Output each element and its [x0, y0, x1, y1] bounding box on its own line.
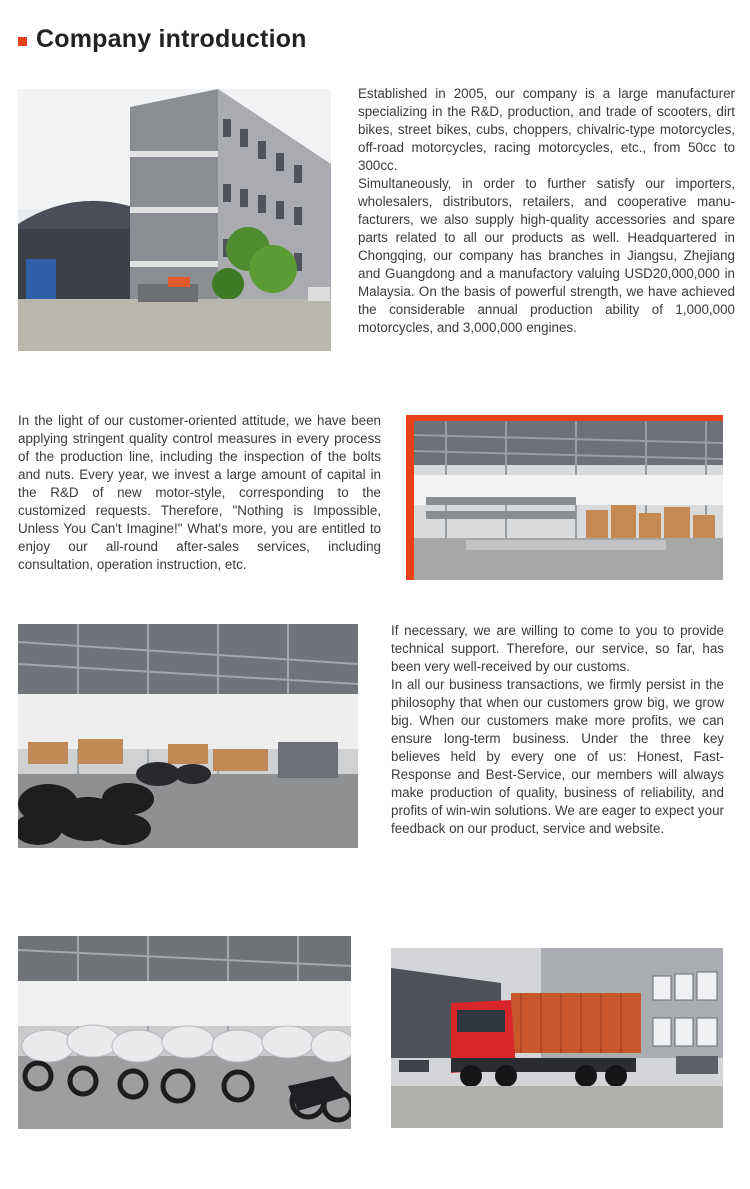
section-heading — [18, 22, 307, 56]
container-truck-photo — [391, 948, 723, 1128]
heading-marker — [18, 37, 27, 46]
quality-paragraph: In the light of our customer-oriented attitude, we have been applying stringent quality control measures in every process of the production line, including the inspection of the bolts and nuts. Every year, we invest a large amount of capital in the R&D of new motor-style, corresponding to the customized requests. Therefore, "Nothing is Impossible, Unless You Can't Imagine!" What's more, you are entitled to enjoy our all-round after-sales services, including consultation, operation instruction, etc. — [18, 413, 381, 572]
production-line-photo — [406, 415, 723, 580]
service-paragraph: If necessary, we are willing to come to you to provide technical support. Therefore, our service, so far, has been very well-received by our customs. In all our business transactions, we firmly persist in the philosophy that when our customers grow big, we grow big. When our customers make more profits, we can ensure long-term business. Under the three key believes held by every one of us: Honest, Fast-Response and Best-Service, our members will always make production of quality, business of reliability, and profits of win-win solutions. We are eager to expect your feedback on our product, service and website. — [391, 623, 724, 836]
motorcycle-storage-photo — [18, 936, 351, 1129]
page-title: Company introduction — [36, 24, 307, 53]
factory-building-photo — [18, 89, 331, 351]
intro-paragraph: Established in 2005, our company is a large manufacturer specializing in the R&D, production, and trade of scooters, dirt bikes, street bikes, cubs, choppers, chivalric-type motorcycles, off-road motorcycles, racing motorcycles, etc., from 50cc to 300cc. Simultaneously, in order to further satisfy our importers, wholesalers, distributors, retailers, and cooperative manufacturers, we also supply high-quality accessories and spare parts related to all our products as well. Headquartered in Chongqing, our company has branches in Jiangsu, Zhejiang and Guangdong and a manufactory valuing USD20,000,000 in Malaysia. On the basis of powerful strength, we have achieved the considerable annual production ability of 1,000,000 motorcycles, and 3,000,000 engines. — [358, 86, 735, 335]
warehouse-tires-photo — [18, 624, 358, 848]
